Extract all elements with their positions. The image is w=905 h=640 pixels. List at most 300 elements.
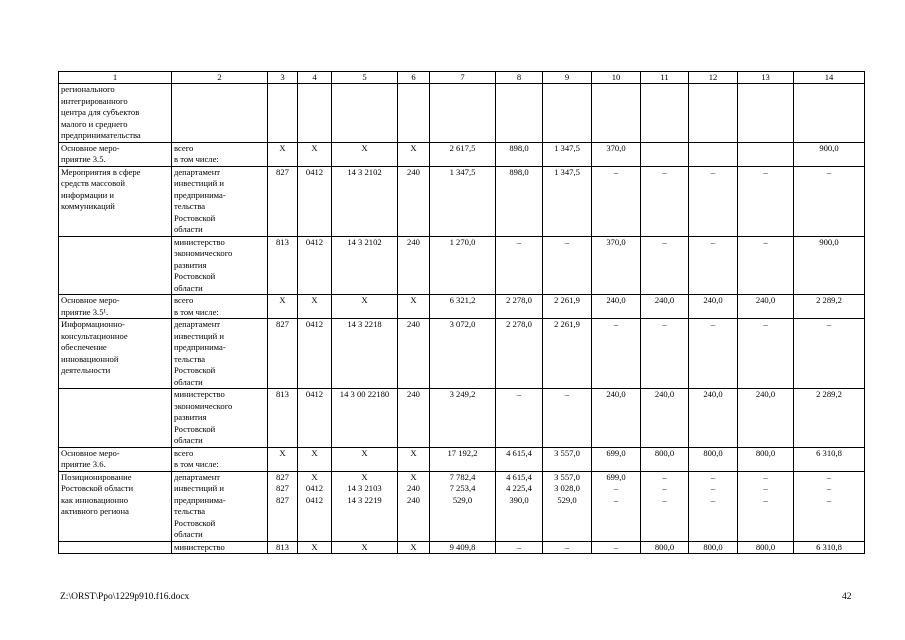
text-line: Ростовской	[174, 517, 216, 528]
value-line: 17 192,2	[447, 447, 478, 458]
value-line: –	[516, 389, 522, 399]
executor-cell	[172, 166, 268, 236]
text-line: тельства	[174, 353, 206, 364]
value-line: X	[361, 447, 368, 458]
year-2017-value	[641, 389, 689, 448]
text-line: экономического	[174, 248, 233, 258]
value-line: 3 028,0	[554, 483, 580, 493]
grbs-code	[268, 236, 298, 295]
year-2018-value	[689, 236, 738, 295]
year-2020-value	[794, 447, 865, 471]
table-body	[59, 72, 865, 554]
value-line: 529,0	[452, 494, 473, 505]
text-line: предпринима-	[174, 342, 226, 352]
text-line: приятие 3.5¹.	[61, 306, 109, 317]
value-line: –	[763, 319, 768, 329]
column-number-1: 1	[59, 72, 172, 84]
value-line: 390,0	[509, 494, 529, 505]
value-line: 14 3 2102	[347, 236, 382, 247]
year-2019-value	[738, 389, 794, 448]
csr-code	[332, 295, 398, 319]
executor-cell	[172, 447, 268, 471]
text-line: всего	[174, 447, 194, 458]
vr-code	[398, 447, 430, 471]
value-line: 240,0	[703, 295, 723, 305]
text-line: департамент	[174, 319, 221, 329]
text-line: развития	[174, 412, 207, 422]
vr-code	[398, 471, 430, 541]
year-2015-value	[543, 447, 592, 471]
column-number-8: 8	[496, 72, 543, 84]
table-row	[59, 166, 865, 236]
program-cell	[59, 236, 172, 295]
value-line: 240	[407, 483, 420, 493]
year-2016-value	[592, 389, 641, 448]
budget-table	[58, 71, 865, 554]
text-line: регионального	[61, 84, 115, 94]
rz-pr-code	[298, 319, 332, 389]
text-line: Ростовской	[174, 271, 216, 281]
year-2014-value	[496, 319, 543, 389]
program-cell	[59, 447, 172, 471]
column-number-7: 7	[430, 72, 496, 84]
value-line: 827	[276, 483, 289, 493]
total-value	[430, 389, 496, 448]
column-number-12: 12	[689, 72, 738, 84]
value-line: –	[662, 483, 667, 493]
year-2019-value	[738, 447, 794, 471]
value-line: 7 782,4	[449, 471, 476, 482]
year-2020-value	[794, 166, 865, 236]
table-row	[59, 319, 865, 389]
year-2017-value	[641, 142, 689, 166]
year-2015-value	[543, 236, 592, 295]
column-number-4: 4	[298, 72, 332, 84]
csr-code	[332, 142, 398, 166]
vr-code	[398, 541, 430, 554]
value-line: 14 3 2219	[347, 494, 382, 505]
value-line: –	[613, 166, 619, 177]
text-line: области	[174, 376, 203, 387]
value-line: 2 289,2	[816, 389, 842, 399]
value-line: 0412	[305, 319, 324, 329]
text-line: Основное меро-	[61, 295, 120, 305]
rz-pr-code	[298, 84, 332, 143]
text-line: министерство	[174, 389, 225, 399]
total-value	[430, 541, 496, 554]
year-2014-value	[496, 389, 543, 448]
value-line: 900,0	[819, 142, 839, 153]
value-line: 6 310,8	[816, 447, 842, 458]
column-number-2: 2	[172, 72, 268, 84]
value-line: 3 072,0	[449, 319, 476, 329]
rz-pr-code	[298, 166, 332, 236]
grbs-code	[268, 142, 298, 166]
text-line: активного региона	[61, 506, 129, 516]
value-line: –	[613, 483, 619, 493]
value-line: 898,0	[509, 166, 529, 177]
executor-cell	[172, 389, 268, 448]
text-line: министерство	[174, 541, 225, 552]
rz-pr-code	[298, 471, 332, 541]
csr-code	[332, 447, 398, 471]
year-2015-value	[543, 295, 592, 319]
year-2016-value	[592, 142, 641, 166]
year-2016-value	[592, 471, 641, 541]
csr-code	[332, 319, 398, 389]
grbs-code	[268, 84, 298, 143]
column-number-13: 13	[738, 72, 794, 84]
text-line: в том числе:	[174, 459, 219, 469]
value-line: 2 261,9	[554, 295, 580, 305]
value-line: X	[311, 295, 318, 305]
executor-cell	[172, 319, 268, 389]
text-line: интегрированного	[61, 95, 128, 106]
year-2015-value	[543, 319, 592, 389]
value-line: 1 347,5	[554, 166, 580, 177]
rz-pr-code	[298, 236, 332, 295]
year-2016-value	[592, 295, 641, 319]
column-number-6: 6	[398, 72, 430, 84]
grbs-code	[268, 471, 298, 541]
program-cell	[59, 319, 172, 389]
text-line: департамент	[174, 166, 221, 177]
value-line: 800,0	[755, 541, 776, 552]
value-line: 813	[276, 541, 289, 552]
year-2017-value	[641, 295, 689, 319]
text-line: средств массовой	[61, 178, 125, 188]
vr-code	[398, 84, 430, 143]
value-line: 240,0	[654, 295, 675, 305]
text-line: коммуникаций	[61, 201, 115, 211]
text-line: деятельности	[61, 365, 111, 375]
value-line: –	[516, 541, 522, 552]
text-line: инновационной	[61, 353, 119, 364]
value-line: X	[361, 541, 368, 552]
value-line: 7 253,4	[449, 483, 476, 493]
csr-code	[332, 471, 398, 541]
grbs-code	[268, 295, 298, 319]
value-line: 813	[276, 236, 289, 247]
executor-cell	[172, 295, 268, 319]
value-line: 14 3 2102	[347, 166, 382, 177]
executor-cell	[172, 541, 268, 554]
value-line: 370,0	[606, 236, 626, 247]
executor-cell	[172, 471, 268, 541]
csr-code	[332, 389, 398, 448]
text-line: тельства	[174, 506, 206, 516]
value-line: 2 261,9	[554, 319, 580, 329]
text-line: департамент	[174, 471, 221, 482]
value-line: 813	[276, 389, 289, 399]
rz-pr-code	[298, 447, 332, 471]
year-2020-value	[794, 471, 865, 541]
value-line: 6 321,2	[449, 295, 476, 305]
column-number-3: 3	[268, 72, 298, 84]
value-line: –	[826, 471, 832, 482]
year-2018-value	[689, 84, 738, 143]
footer-page-number: 42	[842, 592, 852, 602]
value-line: 240,0	[606, 389, 626, 399]
year-2014-value	[496, 142, 543, 166]
value-line: X	[311, 447, 318, 458]
value-line: 827	[276, 319, 289, 329]
year-2015-value	[543, 389, 592, 448]
value-line: –	[564, 389, 570, 399]
year-2019-value	[738, 319, 794, 389]
value-line: –	[662, 166, 667, 177]
value-line: 1 347,5	[449, 166, 476, 177]
footer-file-path: Z:\ORST\Ppo\1229p910.f16.docx	[60, 592, 190, 602]
value-line: 240,0	[654, 389, 675, 399]
executor-cell	[172, 142, 268, 166]
value-line: 240,0	[755, 389, 776, 399]
value-line: –	[710, 471, 716, 482]
table-row	[59, 236, 865, 295]
rz-pr-code	[298, 142, 332, 166]
value-line: 0412	[305, 494, 324, 505]
value-line: –	[613, 541, 619, 552]
value-line: X	[311, 471, 318, 482]
text-line: консультационное	[61, 330, 128, 341]
year-2020-value	[794, 389, 865, 448]
value-line: 800,0	[755, 447, 776, 458]
year-2016-value	[592, 447, 641, 471]
value-line: X	[361, 295, 368, 305]
value-line: –	[826, 494, 832, 505]
year-2018-value	[689, 447, 738, 471]
value-line: –	[710, 236, 716, 247]
value-line: 0412	[305, 166, 324, 177]
value-line: 14 3 00 22180	[339, 389, 390, 399]
text-line: приятие 3.6.	[61, 459, 106, 469]
value-line: 800,0	[703, 541, 723, 552]
total-value	[430, 142, 496, 166]
rz-pr-code	[298, 389, 332, 448]
text-line: развития	[174, 259, 207, 270]
value-line: 14 3 2103	[347, 483, 382, 493]
value-line: X	[410, 295, 417, 305]
year-2015-value	[543, 142, 592, 166]
value-line: –	[763, 494, 768, 505]
text-line: Позиционирование	[61, 471, 132, 482]
value-line: 3 249,2	[449, 389, 476, 399]
vr-code	[398, 389, 430, 448]
text-line: Ростовской области	[61, 483, 134, 493]
text-line: информации и	[61, 189, 114, 200]
value-line: 4 615,4	[506, 471, 532, 482]
value-line: 827	[276, 494, 289, 505]
year-2016-value	[592, 541, 641, 554]
year-2019-value	[738, 471, 794, 541]
value-line: 699,0	[606, 447, 626, 458]
text-line: в том числе:	[174, 306, 219, 317]
year-2017-value	[641, 447, 689, 471]
value-line: –	[662, 319, 667, 329]
value-line: 240,0	[606, 295, 626, 305]
year-2016-value	[592, 236, 641, 295]
csr-code	[332, 236, 398, 295]
table-row	[59, 447, 865, 471]
value-line: –	[710, 319, 716, 329]
year-2017-value	[641, 319, 689, 389]
value-line: 240	[407, 494, 420, 505]
value-line: 14 3 2218	[347, 319, 382, 329]
text-line: предпринимательства	[61, 130, 141, 140]
year-2020-value	[794, 142, 865, 166]
table-row	[59, 471, 865, 541]
executor-cell	[172, 236, 268, 295]
text-line: экономического	[174, 400, 233, 411]
value-line: 800,0	[703, 447, 723, 458]
text-line: малого и среднего	[61, 118, 128, 129]
text-line: в том числе:	[174, 154, 219, 164]
value-line: 240	[407, 236, 420, 247]
value-line: –	[564, 236, 570, 247]
table-row	[59, 84, 865, 143]
year-2014-value	[496, 541, 543, 554]
value-line: X	[311, 142, 318, 153]
value-line: 1 347,5	[554, 142, 580, 153]
year-2020-value	[794, 295, 865, 319]
value-line: X	[279, 295, 286, 305]
program-cell	[59, 166, 172, 236]
total-value	[430, 84, 496, 143]
value-line: 240	[407, 166, 420, 177]
value-line: 898,0	[509, 142, 529, 153]
text-line: Информационно-	[61, 319, 125, 329]
year-2020-value	[794, 84, 865, 143]
text-line: Ростовской	[174, 212, 216, 223]
value-line: X	[410, 142, 417, 153]
year-2019-value	[738, 295, 794, 319]
value-line: –	[662, 471, 667, 482]
text-line: Основное меро-	[61, 142, 120, 153]
value-line: –	[662, 236, 667, 247]
rz-pr-code	[298, 295, 332, 319]
text-line: области	[174, 529, 203, 539]
table-row	[59, 389, 865, 448]
value-line: 0412	[305, 483, 324, 493]
rz-pr-code	[298, 541, 332, 554]
text-line: тельства	[174, 201, 206, 211]
value-line: 4 615,4	[506, 447, 532, 458]
text-line: инвестиций и	[174, 178, 224, 188]
vr-code	[398, 142, 430, 166]
value-line: X	[361, 142, 368, 153]
total-value	[430, 319, 496, 389]
year-2017-value	[641, 166, 689, 236]
program-cell	[59, 389, 172, 448]
value-line: X	[279, 142, 286, 153]
table-row	[59, 541, 865, 554]
year-2018-value	[689, 166, 738, 236]
value-line: 800,0	[654, 447, 675, 458]
value-line: X	[410, 541, 417, 552]
value-line: –	[826, 166, 832, 177]
grbs-code	[268, 541, 298, 554]
year-2020-value	[794, 319, 865, 389]
value-line: 0412	[305, 389, 324, 399]
value-line: –	[613, 494, 619, 505]
value-line: X	[410, 447, 417, 458]
value-line: 2 289,2	[816, 295, 842, 305]
year-2016-value	[592, 166, 641, 236]
year-2015-value	[543, 471, 592, 541]
total-value	[430, 295, 496, 319]
value-line: –	[710, 483, 716, 493]
value-line: 3 557,0	[554, 447, 580, 458]
text-line: как инновационно	[61, 494, 129, 505]
text-line: Основное меро-	[61, 447, 120, 458]
year-2018-value	[689, 319, 738, 389]
value-line: 699,0	[606, 471, 626, 482]
value-line: –	[826, 483, 832, 493]
value-line: 240	[407, 319, 420, 329]
value-line: 6 310,8	[816, 541, 842, 552]
year-2019-value	[738, 142, 794, 166]
value-line: 4 225,4	[506, 483, 532, 493]
value-line: 2 278,0	[506, 295, 532, 305]
year-2019-value	[738, 541, 794, 554]
year-2017-value	[641, 541, 689, 554]
year-2017-value	[641, 471, 689, 541]
value-line: X	[311, 541, 318, 552]
year-2017-value	[641, 84, 689, 143]
year-2014-value	[496, 236, 543, 295]
value-line: 827	[276, 166, 289, 177]
text-line: министерство	[174, 236, 225, 247]
column-number-14: 14	[794, 72, 865, 84]
csr-code	[332, 166, 398, 236]
text-line: области	[174, 224, 203, 234]
value-line: –	[710, 494, 716, 505]
value-line: –	[613, 319, 619, 329]
year-2014-value	[496, 471, 543, 541]
value-line: –	[763, 236, 768, 247]
grbs-code	[268, 447, 298, 471]
year-2018-value	[689, 471, 738, 541]
text-line: Мероприятия в сфере	[61, 166, 141, 177]
total-value	[430, 166, 496, 236]
program-cell	[59, 541, 172, 554]
value-line: –	[763, 483, 768, 493]
text-line: области	[174, 282, 203, 293]
column-number-row	[59, 72, 865, 84]
program-cell	[59, 84, 172, 143]
year-2014-value	[496, 166, 543, 236]
table-row	[59, 142, 865, 166]
total-value	[430, 236, 496, 295]
year-2019-value	[738, 84, 794, 143]
text-line: области	[174, 435, 203, 445]
value-line: 827	[276, 471, 289, 482]
vr-code	[398, 295, 430, 319]
value-line: –	[763, 471, 768, 482]
program-cell	[59, 142, 172, 166]
year-2018-value	[689, 295, 738, 319]
vr-code	[398, 319, 430, 389]
year-2019-value	[738, 236, 794, 295]
year-2014-value	[496, 447, 543, 471]
value-line: –	[516, 236, 522, 247]
column-number-11: 11	[641, 72, 689, 84]
value-line: 240,0	[755, 295, 776, 305]
value-line: X	[410, 471, 417, 482]
year-2016-value	[592, 84, 641, 143]
year-2014-value	[496, 295, 543, 319]
text-line: приятие 3.5.	[61, 154, 106, 164]
